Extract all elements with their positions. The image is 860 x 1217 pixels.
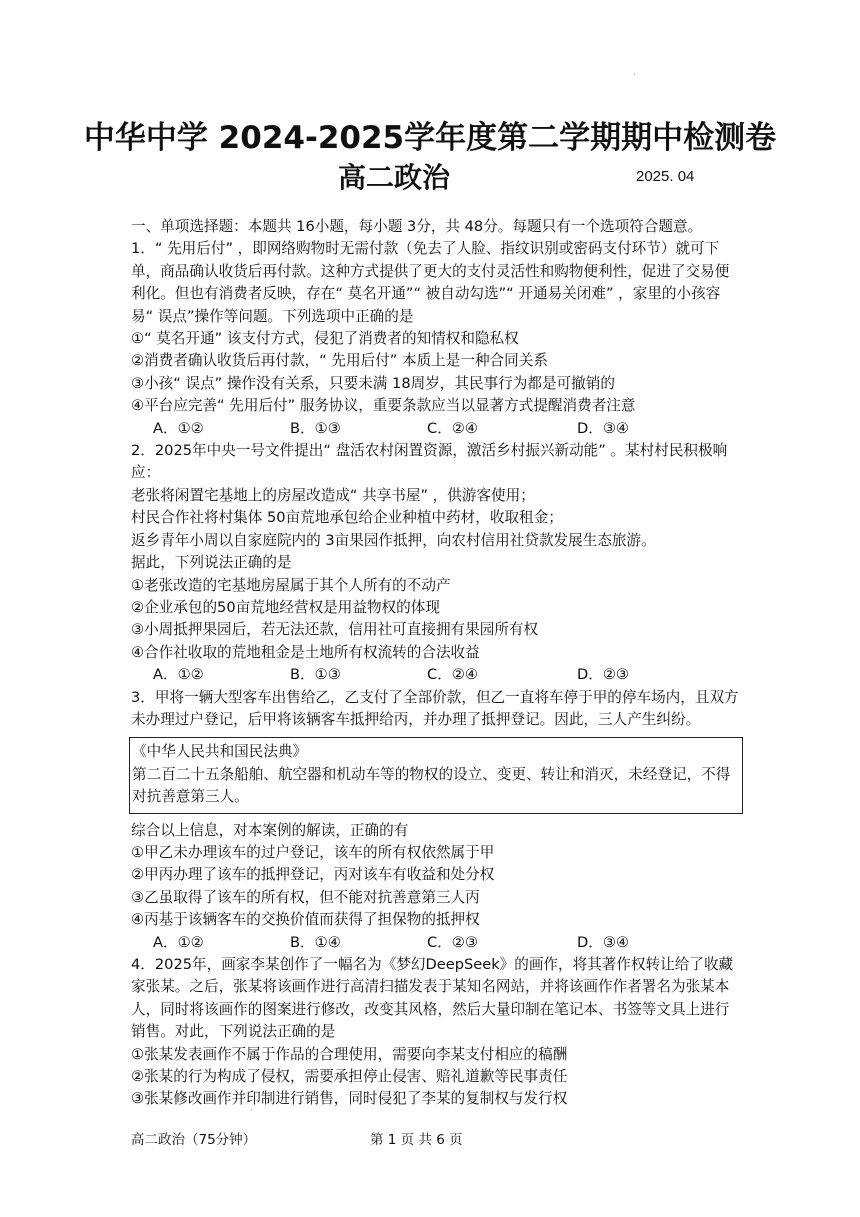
exam-date: 2025. 04 <box>636 168 695 185</box>
question-3-options <box>131 932 741 954</box>
exam-body <box>131 216 741 1111</box>
question-1-stem: 1．“ 先用后付” ，即网络购物时无需付款（免去了人脸、指纹识别或密码支付环节）就可下单，商品确认收货后再付款。这种方式提供了更大的支付灵活性和购物便利性，促进了交易便利化。但也有消费者反映，存在“ 莫名开通”“ 被自动勾选”“ 开通易关闭难” ，家里的小孩容易“ 误点”操作等问题。下列选项中正确的是 <box>131 240 730 325</box>
question-1-item: ①“ 莫名开通” 该支付方式，侵犯了消费者的知情权和隐私权 <box>131 330 519 348</box>
option-b: B．①④ <box>290 933 341 951</box>
option-a: A．①② <box>153 666 204 684</box>
footer-subject: 高二政治（75分钟） <box>131 1132 257 1148</box>
question-3-item: ③乙虽取得了该车的所有权，但不能对抗善意第三人丙 <box>131 888 480 906</box>
option-c: C．②④ <box>427 666 478 684</box>
question-4-item: ③张某修改画作并印制进行销售，同时侵犯了李某的复制权与发行权 <box>131 1090 568 1108</box>
option-c: C．②③ <box>427 933 478 951</box>
scan-dot: · <box>250 1106 253 1115</box>
option-d: D．②③ <box>577 666 629 684</box>
question-4-item: ①张某发表画作不属于作品的合理使用，需要向李某支付相应的稿酬 <box>131 1045 568 1063</box>
question-3-item: ②甲丙办理了该车的抵押登记，丙对该车有收益和处分权 <box>131 866 495 884</box>
question-2-item: ③小周抵押果园后，若无法还款，信用社可直接拥有果园所有权 <box>131 621 539 639</box>
page-number: 第 1 页 共 6 页 <box>370 1132 463 1148</box>
question-2-context: 据此，下列说法正确的是 <box>131 554 292 572</box>
option-a: A．①② <box>153 933 204 951</box>
question-3-item: ①甲乙未办理该车的过户登记，该车的所有权依然属于甲 <box>131 843 495 861</box>
option-d: D．③④ <box>577 419 629 437</box>
question-2-item: ①老张改造的宅基地房屋属于其个人所有的不动产 <box>131 576 451 594</box>
question-2-context: 老张将闲置宅基地上的房屋改造成“ 共享书屋” ，供游客使用； <box>131 486 535 504</box>
section-intro: 一、单项选择题：本题共 16小题，每小题 3分，共 48分。每题只有一个选项符合题意。 <box>131 218 703 235</box>
option-b: B．①③ <box>290 419 341 437</box>
question-1-item: ③小孩“ 误点” 操作没有关系，只要未满 18周岁，其民事行为都是可撤销的 <box>131 374 615 392</box>
option-a: A．①② <box>153 419 204 437</box>
law-excerpt-box <box>129 737 743 813</box>
option-b: B．①③ <box>290 666 341 684</box>
option-c: C．②④ <box>427 419 478 437</box>
subject-title: 高二政治 <box>338 161 451 194</box>
question-3-lead: 综合以上信息，对本案例的解读，正确的有 <box>131 821 409 839</box>
exam-title: 中华中学 2024-2025学年度第二学期期中检测卷 <box>83 120 777 156</box>
question-2-context: 村民合作社将村集体 50亩荒地承包给企业种植中药材，收取租金； <box>131 509 563 527</box>
question-4-item: ②张某的行为构成了侵权，需要承担停止侵害、赔礼道歉等民事责任 <box>131 1068 568 1086</box>
law-excerpt-title: 《中华人民共和国民法典》 <box>132 743 308 761</box>
option-d: D．③④ <box>577 933 629 951</box>
question-2-item: ④合作社收取的荒地租金是土地所有权流转的合法收益 <box>131 643 480 661</box>
question-4-stem: 4．2025年，画家李某创作了一幅名为《梦幻DeepSeek》的画作，将其著作权转让给了收藏家张某。之后，张某将该画作进行高清扫描发表于某知名网站，并将该画作作者署名为张某本人，同时将该画作的图案进行修改，改变其风格，然后大量印制在笔记本、书签等文具上进行销售。对此，下列说法正确的是 <box>131 956 734 1041</box>
question-2-context: 返乡青年小周以自家庭院内的 3亩果园作抵押，向农村信用社贷款发展生态旅游。 <box>131 531 656 549</box>
question-2-item: ②企业承包的50亩荒地经营权是用益物权的体现 <box>131 598 440 616</box>
question-1-item: ②消费者确认收货后再付款，“ 先用后付” 本质上是一种合同关系 <box>131 352 548 370</box>
question-1-options <box>131 418 741 440</box>
question-2-stem: 2．2025年中央一号文件提出“ 盘活农村闲置资源，激活乡村振兴新动能” 。某村村民积极响应： <box>131 442 728 482</box>
law-excerpt-text: 第二百二十五条船舶、航空器和机动车等的物权的设立、变更、转让和消灭，未经登记，不得对抗善意第三人。 <box>132 765 731 806</box>
question-3-stem: 3．甲将一辆大型客车出售给乙，乙支付了全部价款，但乙一直将车停于甲的停车场内，且双方未办理过户登记，后甲将该辆客车抵押给丙，并办理了抵押登记。因此，三人产生纠纷。 <box>131 688 739 728</box>
question-3-item: ④丙基于该辆客车的交换价值而获得了担保物的抵押权 <box>131 911 480 929</box>
scan-dot: · <box>633 70 636 79</box>
question-1-item: ④平台应完善“ 先用后付” 服务协议，重要条款应当以显著方式提醒消费者注意 <box>131 397 636 415</box>
question-2-options <box>131 664 741 686</box>
